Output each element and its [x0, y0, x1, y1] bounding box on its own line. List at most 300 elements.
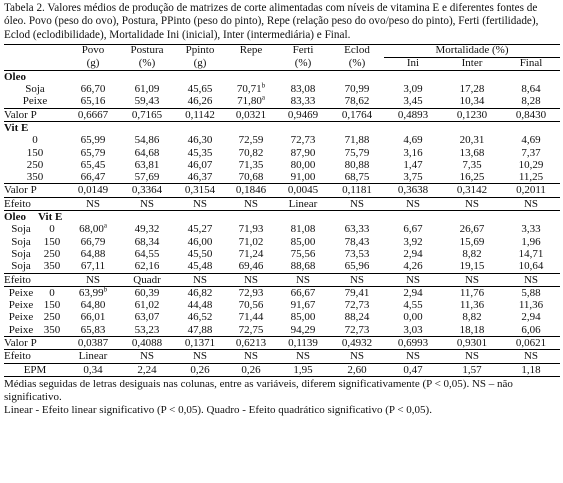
value-text: 69,46 — [238, 260, 264, 273]
cell-value — [384, 350, 442, 363]
value-text: NS — [243, 273, 259, 286]
value-text: 5,88 — [521, 286, 541, 299]
cell-value — [66, 147, 120, 159]
cell-value — [120, 337, 174, 350]
cell-value — [120, 350, 174, 363]
cell-value — [66, 260, 120, 273]
cell-value — [120, 223, 174, 235]
value-text: 71,44 — [238, 311, 264, 324]
note-significance: Médias seguidas de letras desiguais nas colunas, entre as variáveis, diferem significativamente (P < 0,05). NS – não significativo. — [4, 377, 513, 404]
cell-value — [442, 134, 502, 146]
value-text: NS — [464, 273, 480, 286]
value-text: 46,07 — [187, 158, 213, 171]
cell-value — [502, 83, 560, 95]
value-text: 45,27 — [187, 223, 213, 236]
value-text: 26,67 — [459, 223, 485, 236]
value-text: 64,68 — [134, 146, 160, 159]
cell-value — [502, 337, 560, 350]
value-text: 68,00 — [79, 223, 104, 236]
cell-value — [384, 286, 442, 299]
value-text: 7,37 — [521, 146, 541, 159]
cell-value — [502, 236, 560, 248]
cell-value — [442, 324, 502, 337]
value-text: 18,18 — [459, 323, 485, 336]
cell-value — [174, 273, 226, 286]
value-text: 11,36 — [459, 299, 485, 312]
row-label: Valor P — [4, 184, 66, 197]
row-label: EPM — [4, 363, 66, 376]
cell-value — [384, 337, 442, 350]
table-row — [4, 83, 560, 95]
cell-value — [442, 184, 502, 197]
value-text: 61,02 — [134, 299, 160, 312]
cell-value — [174, 337, 226, 350]
cell-value — [384, 260, 442, 273]
value-text: 1,57 — [462, 363, 482, 376]
value-text: 0,2011 — [516, 184, 546, 197]
value-text: 71,93 — [238, 223, 264, 236]
value-text: 14,71 — [518, 247, 544, 260]
value-text: 64,55 — [134, 247, 160, 260]
value-text: 72,93 — [238, 286, 264, 299]
row-label: Efeito — [4, 273, 66, 286]
cell-value — [442, 95, 502, 108]
cell-value — [226, 184, 276, 197]
cell-value — [174, 171, 226, 184]
value-text: 66,47 — [80, 171, 106, 184]
cell-value — [442, 260, 502, 273]
cell-value — [276, 363, 330, 376]
epm-row — [4, 363, 560, 376]
cell-value — [502, 311, 560, 323]
cell-value — [174, 159, 226, 171]
row-label: Soja — [11, 235, 31, 248]
value-text: NS — [295, 350, 311, 363]
value-text: 4,69 — [521, 134, 541, 147]
value-text: 10,64 — [518, 260, 544, 273]
cell-value — [276, 273, 330, 286]
value-text: 0,3142 — [456, 184, 488, 197]
value-text: 46,00 — [187, 235, 213, 248]
value-text: 0,4932 — [341, 337, 373, 350]
cell-value — [226, 260, 276, 273]
cell-value — [226, 350, 276, 363]
cell-value — [442, 273, 502, 286]
value-text: 63,99 — [78, 286, 104, 299]
value-text: 71,24 — [238, 247, 264, 260]
cell-value — [226, 248, 276, 260]
value-text: 65,99 — [80, 134, 106, 147]
section-title: Oleo — [4, 211, 26, 224]
cell-value — [120, 134, 174, 146]
value-text: 68,34 — [134, 235, 160, 248]
table-figure — [4, 2, 560, 418]
value-text: 70,82 — [238, 146, 264, 159]
cell-value — [120, 311, 174, 323]
value-text: 0,1139 — [288, 337, 318, 350]
table-row — [4, 171, 560, 184]
value-text: 16,25 — [459, 171, 485, 184]
mortality-subheader: Inter — [442, 58, 502, 71]
value-text: 67,11 — [80, 260, 106, 273]
value-text: NS — [243, 350, 259, 363]
value-text: 65,83 — [80, 323, 106, 336]
value-text: 0,0321 — [235, 108, 267, 121]
cell-value — [174, 311, 226, 323]
cell-value — [120, 236, 174, 248]
cell-value — [502, 350, 560, 363]
cell-value — [276, 134, 330, 146]
row-label: 250 — [26, 158, 44, 171]
column-header: Ppinto — [174, 45, 226, 58]
cell-value — [174, 236, 226, 248]
cell-value — [442, 286, 502, 299]
value-text: 8,64 — [521, 83, 541, 96]
unit-label: (g) — [66, 58, 120, 71]
section-title: Vit E — [4, 122, 29, 134]
row-label: Peixe — [8, 323, 34, 336]
value-text: NS — [405, 273, 421, 286]
value-text: 0,0149 — [77, 184, 109, 197]
row-label: Peixe — [8, 299, 34, 312]
value-text: 72,75 — [238, 323, 264, 336]
value-text: 87,90 — [290, 146, 316, 159]
cell-value — [330, 299, 384, 311]
valor-p-row — [4, 108, 560, 121]
value-text: 15,69 — [459, 235, 485, 248]
cell-value — [330, 108, 384, 121]
significance-letter: a — [103, 221, 107, 230]
results-table — [4, 44, 560, 377]
cell-value — [502, 147, 560, 159]
cell-value — [442, 337, 502, 350]
value-text: NS — [295, 273, 311, 286]
cell-value — [502, 223, 560, 235]
cell-value — [442, 108, 502, 121]
value-text: 85,00 — [290, 235, 316, 248]
cell-value — [174, 197, 226, 210]
value-text: 11,76 — [459, 286, 485, 299]
cell-value — [66, 134, 120, 146]
table-row — [4, 236, 560, 248]
cell-value — [174, 299, 226, 311]
cell-value — [330, 223, 384, 235]
value-text: 63,81 — [134, 158, 160, 171]
cell-value — [120, 147, 174, 159]
value-text: 0,0621 — [515, 337, 547, 350]
cell-value — [330, 311, 384, 323]
section-title-row — [4, 122, 560, 135]
value-text: 11,25 — [518, 171, 544, 184]
cell-value — [442, 311, 502, 323]
cell-value — [174, 260, 226, 273]
section-title-row — [4, 70, 560, 83]
cell-value — [442, 248, 502, 260]
row-label: Soja — [11, 247, 31, 260]
cell-value — [330, 184, 384, 197]
cell-value — [330, 134, 384, 146]
cell-value — [276, 184, 330, 197]
value-text: 1,95 — [293, 363, 313, 376]
value-text: NS — [464, 350, 480, 363]
cell-value — [276, 324, 330, 337]
value-text: 8,82 — [462, 311, 482, 324]
row-label: 350 — [26, 171, 44, 184]
value-text: 3,09 — [403, 83, 423, 96]
cell-value — [442, 159, 502, 171]
value-text: NS — [139, 350, 155, 363]
cell-value — [502, 363, 560, 376]
row-label: Valor P — [4, 108, 66, 121]
cell-value — [384, 223, 442, 235]
value-text: 0,4088 — [131, 337, 163, 350]
value-text: 57,69 — [134, 171, 160, 184]
value-text: 2,94 — [403, 286, 423, 299]
cell-value — [442, 147, 502, 159]
cell-value — [66, 95, 120, 108]
cell-value — [384, 108, 442, 121]
value-text: 3,16 — [403, 146, 423, 159]
value-text: 20,31 — [459, 134, 485, 147]
value-text: 70,68 — [238, 171, 264, 184]
efeito-row — [4, 273, 560, 286]
value-text: 2,94 — [403, 247, 423, 260]
value-text: 47,88 — [187, 323, 213, 336]
mortality-subheader: Final — [502, 58, 560, 71]
cell-value — [384, 171, 442, 184]
value-text: NS — [523, 197, 539, 210]
value-text: 6,06 — [521, 323, 541, 336]
cell-value — [226, 363, 276, 376]
value-text: 0,6667 — [77, 108, 109, 121]
cell-value — [384, 197, 442, 210]
value-text: 59,43 — [134, 95, 160, 108]
value-text: 0,9469 — [287, 108, 319, 121]
table-row — [4, 134, 560, 146]
value-text: 88,24 — [344, 311, 370, 324]
table-row — [4, 260, 560, 273]
cell-value — [66, 223, 120, 235]
cell-value — [120, 95, 174, 108]
row-label: Soja — [11, 260, 31, 273]
value-text: NS — [192, 197, 208, 210]
value-text: 46,37 — [187, 171, 213, 184]
value-text: 46,30 — [187, 134, 213, 147]
cell-value — [276, 350, 330, 363]
value-text: 0,6213 — [235, 337, 267, 350]
row-sublabel: 350 — [43, 323, 61, 336]
value-text: NS — [405, 197, 421, 210]
value-text: 10,29 — [518, 158, 544, 171]
value-text: 0,3638 — [397, 184, 429, 197]
cell-value — [120, 83, 174, 95]
value-text: 72,73 — [290, 134, 316, 147]
value-text: 0,9301 — [456, 337, 488, 350]
cell-value — [502, 260, 560, 273]
cell-value — [226, 311, 276, 323]
cell-value — [442, 223, 502, 235]
cell-value — [276, 83, 330, 95]
value-text: 66,01 — [80, 311, 106, 324]
row-label: 150 — [26, 146, 44, 159]
cell-value — [66, 350, 120, 363]
cell-value — [330, 363, 384, 376]
value-text: 88,68 — [290, 260, 316, 273]
value-text: 78,43 — [344, 235, 370, 248]
value-text: 46,52 — [187, 311, 213, 324]
cell-value — [330, 350, 384, 363]
value-text: 0,6993 — [397, 337, 429, 350]
row-label: Soja — [25, 83, 45, 96]
value-text: 66,67 — [290, 286, 316, 299]
row-sublabel: 150 — [43, 299, 61, 312]
value-text: 80,88 — [344, 158, 370, 171]
cell-value — [276, 223, 330, 235]
cell-value — [120, 197, 174, 210]
cell-value — [66, 171, 120, 184]
value-text: 45,35 — [187, 146, 213, 159]
section-title-row — [4, 211, 560, 224]
cell-value — [226, 197, 276, 210]
value-text: 49,32 — [134, 223, 160, 236]
cell-value — [502, 171, 560, 184]
cell-value — [226, 324, 276, 337]
value-text: 0,3364 — [131, 184, 163, 197]
cell-value — [502, 324, 560, 337]
cell-value — [330, 171, 384, 184]
row-sublabel: 0 — [49, 223, 55, 236]
row-label: Peixe — [8, 311, 34, 324]
cell-value — [276, 311, 330, 323]
value-text: 64,80 — [80, 299, 106, 312]
table-row — [4, 286, 560, 299]
value-text: 75,79 — [344, 146, 370, 159]
cell-value — [276, 260, 330, 273]
value-text: 66,70 — [80, 83, 106, 96]
cell-value — [384, 83, 442, 95]
cell-value — [276, 171, 330, 184]
cell-value — [330, 286, 384, 299]
value-text: 0,47 — [403, 363, 423, 376]
table-notes — [4, 378, 560, 418]
cell-value — [384, 184, 442, 197]
cell-value — [330, 260, 384, 273]
value-text: 0,0387 — [77, 337, 109, 350]
cell-value — [276, 147, 330, 159]
header-blank — [4, 58, 66, 71]
value-text: 45,48 — [187, 260, 213, 273]
table-caption: Tabela 2. Valores médios de produção de matrizes de corte alimentadas com níveis de vitamina E e diferentes fontes de óleo. Povo (peso do ovo), Postura, PPinto (peso do pinto), Repe (relação peso do ovo/peso do pinto), Ferti (fertilidade), Eclod (eclodibilidade), Mortalidade Ini (inicial), Inter (intermediária) e Final. — [4, 2, 539, 41]
cell-value — [226, 159, 276, 171]
value-text: 62,16 — [134, 260, 160, 273]
value-text: NS — [192, 273, 208, 286]
cell-value — [330, 159, 384, 171]
table-row — [4, 147, 560, 159]
cell-value — [174, 248, 226, 260]
value-text: NS — [349, 273, 365, 286]
cell-value — [276, 236, 330, 248]
value-text: 65,16 — [80, 95, 106, 108]
row-label: Peixe — [8, 286, 34, 299]
cell-value — [384, 248, 442, 260]
cell-value — [384, 363, 442, 376]
cell-value — [226, 147, 276, 159]
value-text: NS — [85, 197, 101, 210]
value-text: 66,79 — [80, 235, 106, 248]
cell-value — [174, 223, 226, 235]
cell-value — [174, 324, 226, 337]
cell-value — [276, 108, 330, 121]
value-text: 17,28 — [459, 83, 485, 96]
mortalidade-header: Mortalidade (%) — [384, 45, 560, 58]
cell-value — [226, 337, 276, 350]
value-text: 4,26 — [403, 260, 423, 273]
column-header: Povo — [66, 45, 120, 58]
cell-value — [120, 260, 174, 273]
value-text: 0,1230 — [456, 108, 488, 121]
value-text: NS — [523, 350, 539, 363]
value-text: 71,88 — [344, 134, 370, 147]
cell-value — [174, 363, 226, 376]
cell-value — [174, 184, 226, 197]
row-label: Soja — [11, 223, 31, 236]
unit-label: (g) — [174, 58, 226, 71]
cell-value — [330, 273, 384, 286]
value-text: 0,1846 — [235, 184, 267, 197]
efeito-row — [4, 197, 560, 210]
row-sublabel: 350 — [43, 260, 61, 273]
cell-value — [330, 324, 384, 337]
cell-value — [502, 197, 560, 210]
cell-value — [384, 236, 442, 248]
table-row — [4, 95, 560, 108]
note-effects: Linear - Efeito linear significativo (P < 0,05). Quadro - Efeito quadrático significativo (P < 0,05). — [4, 404, 432, 417]
value-text: 0,26 — [241, 363, 261, 376]
value-text: 0,1142 — [185, 108, 215, 121]
value-text: NS — [464, 197, 480, 210]
value-text: 2,94 — [521, 311, 541, 324]
cell-value — [226, 286, 276, 299]
value-text: NS — [192, 350, 208, 363]
value-text: 1,18 — [521, 363, 541, 376]
cell-value — [174, 286, 226, 299]
value-text: NS — [243, 197, 259, 210]
cell-value — [330, 83, 384, 95]
cell-value — [330, 95, 384, 108]
table-row — [4, 159, 560, 171]
cell-value — [66, 197, 120, 210]
cell-value — [276, 248, 330, 260]
efeito-row — [4, 350, 560, 363]
row-sublabel: 250 — [43, 247, 61, 260]
valor-p-row — [4, 184, 560, 197]
row-sublabel: 150 — [43, 235, 61, 248]
unit-label: (%) — [276, 58, 330, 71]
significance-letter: a — [261, 93, 265, 102]
cell-value — [442, 350, 502, 363]
value-text: 0,00 — [403, 311, 423, 324]
value-text: 0,34 — [83, 363, 103, 376]
cell-value — [174, 134, 226, 146]
value-text: 0,1181 — [342, 184, 372, 197]
header-row — [4, 45, 560, 58]
value-text: 71,80 — [237, 95, 262, 108]
value-text: 64,88 — [80, 247, 106, 260]
value-text: 6,67 — [403, 223, 423, 236]
units-row — [4, 58, 560, 71]
value-text: 3,92 — [403, 235, 423, 248]
value-text: 79,41 — [344, 286, 370, 299]
